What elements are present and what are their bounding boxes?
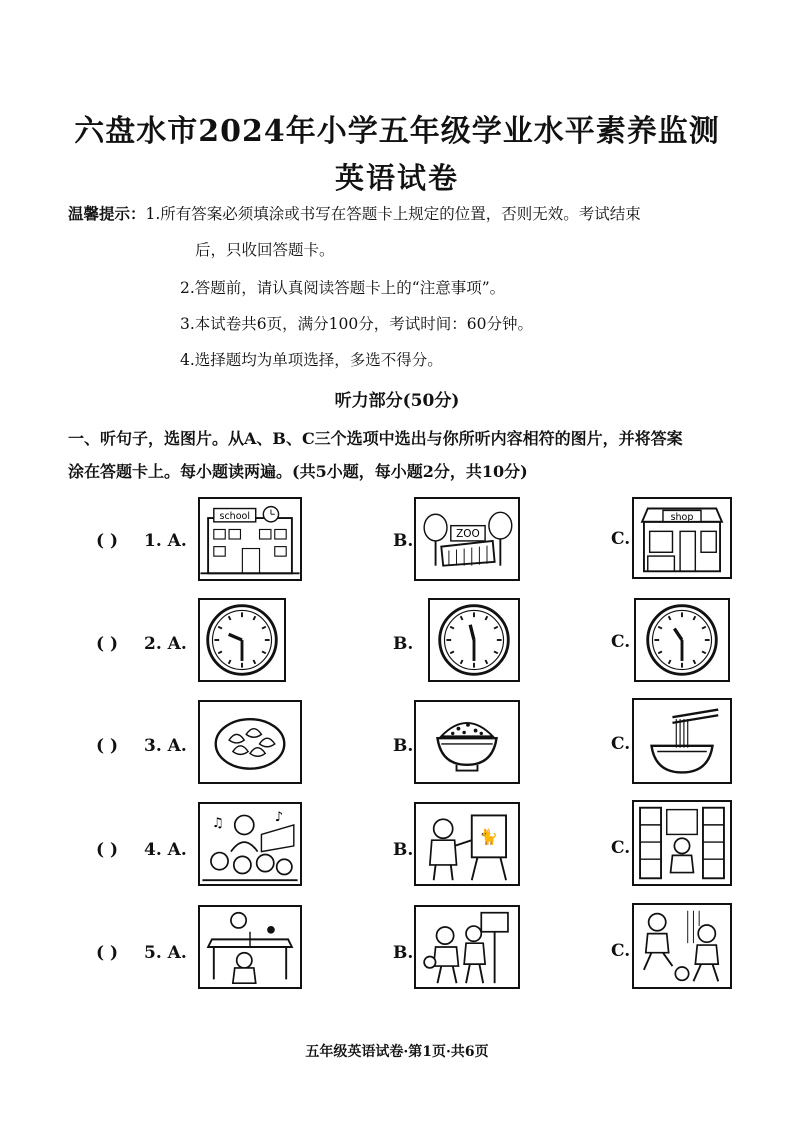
question-label-2: 2. A. (144, 634, 187, 654)
football-icon (675, 967, 688, 980)
question-label-1: 1. A. (144, 531, 187, 551)
notice-line-1: 1.所有答案必须填涂或书写在答题卡上规定的位置，否则无效。考试结束 (145, 205, 641, 223)
option-c-label-1: C. (611, 529, 631, 549)
option-c-label-4: C. (611, 838, 631, 858)
pic-zoo-entrance[interactable] (414, 497, 520, 581)
question-row-5 (0, 903, 794, 989)
pic-drawing-lesson[interactable] (414, 802, 520, 886)
question-intro-line1: 一、听句子，选图片。从A、B、C三个选项中选出与你所听内容相符的图片，并将答案 (68, 429, 683, 448)
notice-lead: 温馨提示： (68, 204, 146, 223)
option-c-label-2: C. (611, 632, 631, 652)
option-b-label-5: B. (393, 943, 414, 963)
option-b-label-4: B. (393, 840, 414, 860)
music-note-icon: ♫ (211, 815, 224, 831)
listening-section-title: 听力部分(50分) (334, 391, 460, 411)
question-row-3 (0, 698, 794, 784)
exam-subtitle: 英语试卷 (334, 161, 459, 195)
option-c-label-5: C. (611, 941, 631, 961)
pic-ping-pong[interactable] (198, 905, 302, 989)
pic-music-class[interactable] (198, 802, 302, 886)
pic-football[interactable] (632, 903, 732, 989)
option-b-label-2: B. (393, 634, 414, 654)
option-c-label-3: C. (611, 734, 631, 754)
pic-clock-c[interactable] (634, 598, 730, 682)
school-sign-text: school (219, 511, 251, 522)
pic-library-reading[interactable] (632, 800, 732, 886)
question-row-1 (0, 495, 794, 581)
pic-clock-b[interactable] (428, 598, 520, 682)
question-row-4 (0, 800, 794, 886)
question-intro-line2: 涂在答题卡上。每小题读两遍。(共5小题，每小题2分，共10分) (68, 462, 528, 481)
notice-line-4: 4.选择题均为单项选择，多选不得分。 (180, 351, 443, 369)
pic-dumplings-plate[interactable] (198, 700, 302, 784)
question-label-4: 4. A. (144, 840, 187, 860)
question-row-2 (0, 596, 794, 682)
notice-line-3: 3.本试卷共6页，满分100分，考试时间：60分钟。 (180, 315, 533, 333)
answer-blank-3[interactable]: ( ) (96, 736, 119, 756)
shop-sign-text: shop (670, 511, 694, 523)
answer-blank-5[interactable]: ( ) (96, 943, 119, 963)
pic-basketball[interactable] (414, 905, 520, 989)
zoo-sign-text: ZOO (456, 528, 480, 541)
pic-clock-a[interactable] (198, 598, 286, 682)
question-label-5: 5. A. (144, 943, 187, 963)
pic-school-building[interactable] (198, 497, 302, 581)
answer-blank-1[interactable]: ( ) (96, 531, 119, 551)
answer-blank-2[interactable]: ( ) (96, 634, 119, 654)
notice-line-1b: 后，只收回答题卡。 (195, 241, 335, 259)
answer-blank-4[interactable]: ( ) (96, 840, 119, 860)
exam-title: 六盘水市2024年小学五年级学业水平素养监测 (74, 114, 720, 149)
question-label-3: 3. A. (144, 736, 187, 756)
notice-line-2: 2.答题前，请认真阅读答题卡上的“注意事项”。 (180, 279, 506, 297)
page-footer: 五年级英语试卷·第1页·共6页 (305, 1044, 489, 1060)
music-note-icon-2: ♪ (274, 810, 284, 826)
option-b-label-1: B. (393, 531, 414, 551)
option-b-label-3: B. (393, 736, 414, 756)
pic-rice-bowl[interactable] (414, 700, 520, 784)
pic-noodles-bowl[interactable] (632, 698, 732, 784)
cat-drawing-icon: 🐈 (479, 828, 499, 847)
pic-shop-storefront[interactable] (632, 497, 732, 579)
